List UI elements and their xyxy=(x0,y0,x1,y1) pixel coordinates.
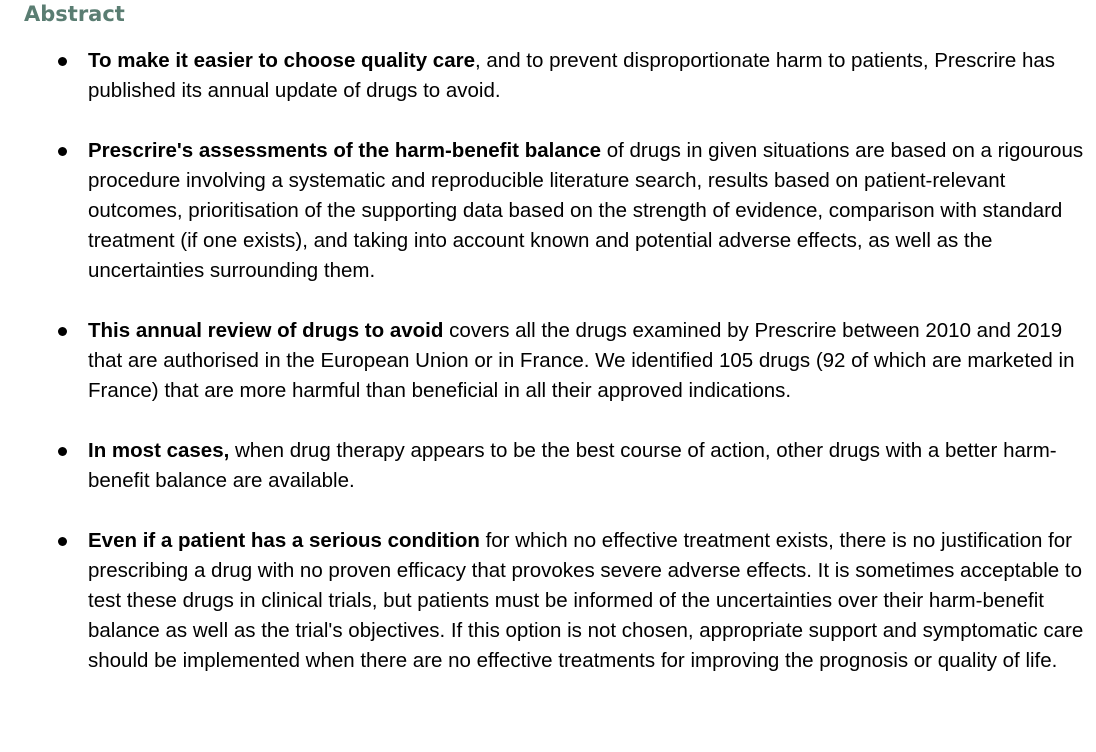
bullet-body-text: of drugs in given situations are based on a rigourous procedure involving a systematic and reproducible literature search, results based on patient-relevant outcomes, prioritisation of the supporting data based on the strength of evidence, comparison with standard treatment (if one exists), and taking into account known and potential adverse effects, as well as the uncertainties surrounding them. xyxy=(88,139,1084,282)
bullet-item xyxy=(0,436,1096,496)
bullet-lead-text: Prescrire's assessments of the harm-benefit balance xyxy=(88,139,602,162)
bullet-body-text: , and to prevent disproportionate harm to patients, Prescrire has published its annual update of drugs to avoid. xyxy=(88,49,1056,102)
section-heading: Abstract xyxy=(24,2,125,26)
bullet-lead-text: Even if a patient has a serious condition xyxy=(88,529,480,552)
bullet-body-text: when drug therapy appears to be the best course of action, other drugs with a better harm-benefit balance are available. xyxy=(88,439,1057,492)
abstract-bullet-list xyxy=(0,46,1096,706)
bullet-item xyxy=(0,316,1096,406)
bullet-dot-icon xyxy=(58,147,67,156)
bullet-lead-text: This annual review of drugs to avoid xyxy=(88,319,444,342)
bullet-item xyxy=(0,526,1096,676)
bullet-body-text: for which no effective treatment exists, there is no justification for prescribing a drug with no proven efficacy that provokes severe adverse effects. It is sometimes acceptable to test these drugs in clinical trials, but patients must be informed of the uncertainties over their harm-benefit balance as well as the trial's objectives. If this option is not chosen, appropriate support and symptomatic care should be implemented when there are no effective treatments for improving the prognosis or quality of life. xyxy=(88,529,1084,672)
bullet-dot-icon xyxy=(58,537,67,546)
bullet-item xyxy=(0,46,1096,106)
bullet-lead-text: To make it easier to choose quality care xyxy=(88,49,475,72)
bullet-item xyxy=(0,136,1096,286)
bullet-dot-icon xyxy=(58,57,67,66)
bullet-dot-icon xyxy=(58,327,67,336)
bullet-dot-icon xyxy=(58,447,67,456)
bullet-lead-text: In most cases, xyxy=(88,439,230,462)
bullet-body-text: covers all the drugs examined by Prescrire between 2010 and 2019 that are authorised in the European Union or in France. We identified 105 drugs (92 of which are marketed in France) that are more harmful than beneficial in all their approved indications. xyxy=(88,319,1075,402)
